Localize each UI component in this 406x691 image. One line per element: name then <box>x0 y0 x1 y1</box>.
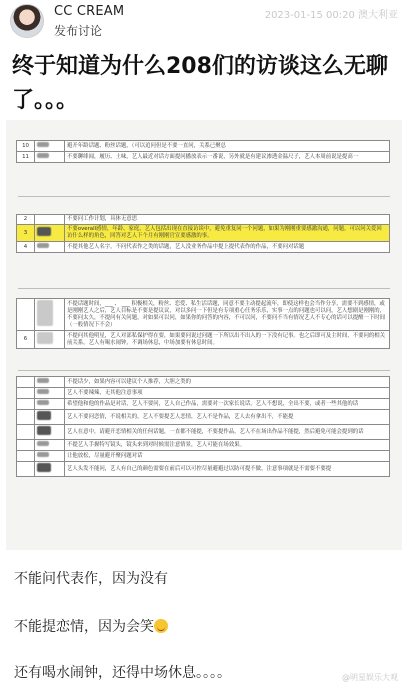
row-text: 让他放松，尽量避开聚问题对话 <box>65 451 390 462</box>
redacted-mark <box>37 300 53 326</box>
redacted-mark <box>37 142 49 147</box>
row-text: 希望他和他的作品是对话，艺人不要问，艺人自己作品，需要对一次家长说话，艺人不想说，全出不要，或者一些其他的话 <box>65 399 390 410</box>
row-text: 艺人在意中，请避开恋情相关的任何话题，一直都不能提，不要提作品，艺人不在场出作品不能提，然后避免可能会提到的话 <box>65 425 390 440</box>
post-header <box>0 0 406 48</box>
row-number: 2 <box>17 215 35 225</box>
redacted-mark <box>37 332 53 344</box>
table-row <box>17 399 390 410</box>
post-subtitle: 发布讨论 <box>54 24 103 38</box>
redacted-mark <box>37 441 49 446</box>
row-text: 艺人不要问恋情，不说相关的，艺人不要提艺人恋情，艺人不是作品，艺人去有拿出不，不能提 <box>65 410 390 425</box>
row-number: 6 <box>17 331 35 349</box>
redacted-mark <box>37 463 51 472</box>
redacted-mark <box>37 153 49 158</box>
post-paragraph-1: 不能问代表作，因为没有 <box>14 571 168 587</box>
table-row <box>17 152 390 163</box>
row-text: 不提话题时间，___ 、 ___ 积极相关，粉丝、恋爱、私生活话题，同意不要主动提起流年，即使这样也会当作分享，需要不到感情，或是刚刚艺人之后，艺人目标是不要是提议议，对以多问一下但是有专项重心任务乐乐，实事一点的问题也可以问，艺人想剧是刚刚的，不要问太久，不提问有关问题，对如果可以问，如果你的问答的内容，不可以问，不要问不当有情况艺人不专心的话可以提醒一下时间（一般情况下不会） <box>65 299 390 331</box>
row-number <box>17 399 35 410</box>
post-meta: 2023-01-15 00:20 澳大利亚 <box>264 10 398 21</box>
row-text: 避开年龄话题、粉丝话题，（可以追问但是不要一直问，关系已聚总 <box>65 141 390 152</box>
redacted-mark <box>37 243 49 248</box>
table-row <box>17 388 390 399</box>
row-text: 不提其他艺人名字，不问代表作之类的话题，艺人没业务作品中提上提代表作的作品，不要问对话题 <box>65 242 390 253</box>
redacted-mark <box>37 378 49 383</box>
document-screenshot <box>6 120 402 550</box>
highlighted-row <box>17 225 390 242</box>
row-text: 艺人不要辣辣，无其他注意事项 <box>65 388 390 399</box>
row-number: 3 <box>17 225 35 242</box>
redacted-mark <box>37 389 49 394</box>
row-number <box>17 299 35 331</box>
table-row <box>17 215 390 225</box>
row-number <box>17 388 35 399</box>
divider <box>18 288 390 289</box>
post-paragraph-2 <box>14 616 168 636</box>
row-number: 4 <box>17 242 35 253</box>
table-row <box>17 141 390 152</box>
row-text: 不要overall感情，年龄、家庭，艺人包括出现在直接访谈中，避免重复同一个问题，如果为刚刚重要感激沟通，问题，可以问关爱回访什么样的角色，回答对艺人下个月有刚刚官宣要感激的事。 <box>65 225 390 242</box>
row-number: 11 <box>17 152 35 163</box>
redacted-mark <box>37 400 49 405</box>
row-text: 艺人头发不能问，艺人有自己的颜色需要在前后可以可控尽量避避过以防可提不做，注意事项就是不需要不要提 <box>65 462 390 477</box>
author-name[interactable]: CC CREAM <box>54 4 125 19</box>
author-avatar[interactable] <box>10 4 44 38</box>
row-text: 不提问其他明星，艺人对部私保护得在要，如果要问说过问题一下所以出不出入的一下没有记事。也之后即可及主时间，不要问的相关前关系，艺人有喝水闹钟，不调场休息，中场加要有休息时间。 <box>65 331 390 349</box>
row-number <box>17 425 35 440</box>
row-text: 不提话少，如果内容可以建议个人推荐，大胆之类的 <box>65 377 390 388</box>
table-row <box>17 242 390 253</box>
post-paragraph-2-text: 不能提恋情，因为会笑 <box>14 619 154 635</box>
row-number <box>17 462 35 477</box>
redacted-mark <box>37 411 51 420</box>
row-number <box>17 410 35 425</box>
table-row <box>17 410 390 425</box>
post-headline: 终于知道为什么208们的访谈这么无聊了。。。 <box>12 54 388 113</box>
row-number <box>17 440 35 451</box>
table-row <box>17 425 390 440</box>
doc-table-1 <box>16 140 390 163</box>
table-row <box>17 299 390 331</box>
redacted-mark <box>37 227 51 236</box>
doc-table-4 <box>16 376 390 477</box>
table-row <box>17 377 390 388</box>
doc-table-2 <box>16 214 390 253</box>
row-number <box>17 377 35 388</box>
row-number: 10 <box>17 141 35 152</box>
row-text: 不要聊绯闻，履历、土味，艺人最近对话方面提问播放表示一番说，另外就是有建议渗透金温尺子，艺人本周前说是提高一 <box>65 152 390 163</box>
smile-emoji-icon <box>154 619 168 633</box>
post-paragraph-3: 还有喝水闹钟，还得中场休息。。。。 <box>14 665 231 681</box>
table-row <box>17 462 390 477</box>
divider <box>18 370 390 371</box>
row-text: 不要问工作计划，具体无意思 <box>65 215 390 225</box>
doc-table-3 <box>16 298 390 349</box>
redacted-mark <box>37 452 49 457</box>
table-row <box>17 331 390 349</box>
watermark: @明星娱乐大观 <box>342 673 398 682</box>
divider <box>18 196 390 197</box>
table-row <box>17 440 390 451</box>
row-text: 不提艺人手握特写镜头，镜头来到对时候需注意情景，艺人可能在场效果。 <box>65 440 390 451</box>
row-number <box>17 451 35 462</box>
redacted-mark <box>37 426 51 435</box>
table-row <box>17 451 390 462</box>
